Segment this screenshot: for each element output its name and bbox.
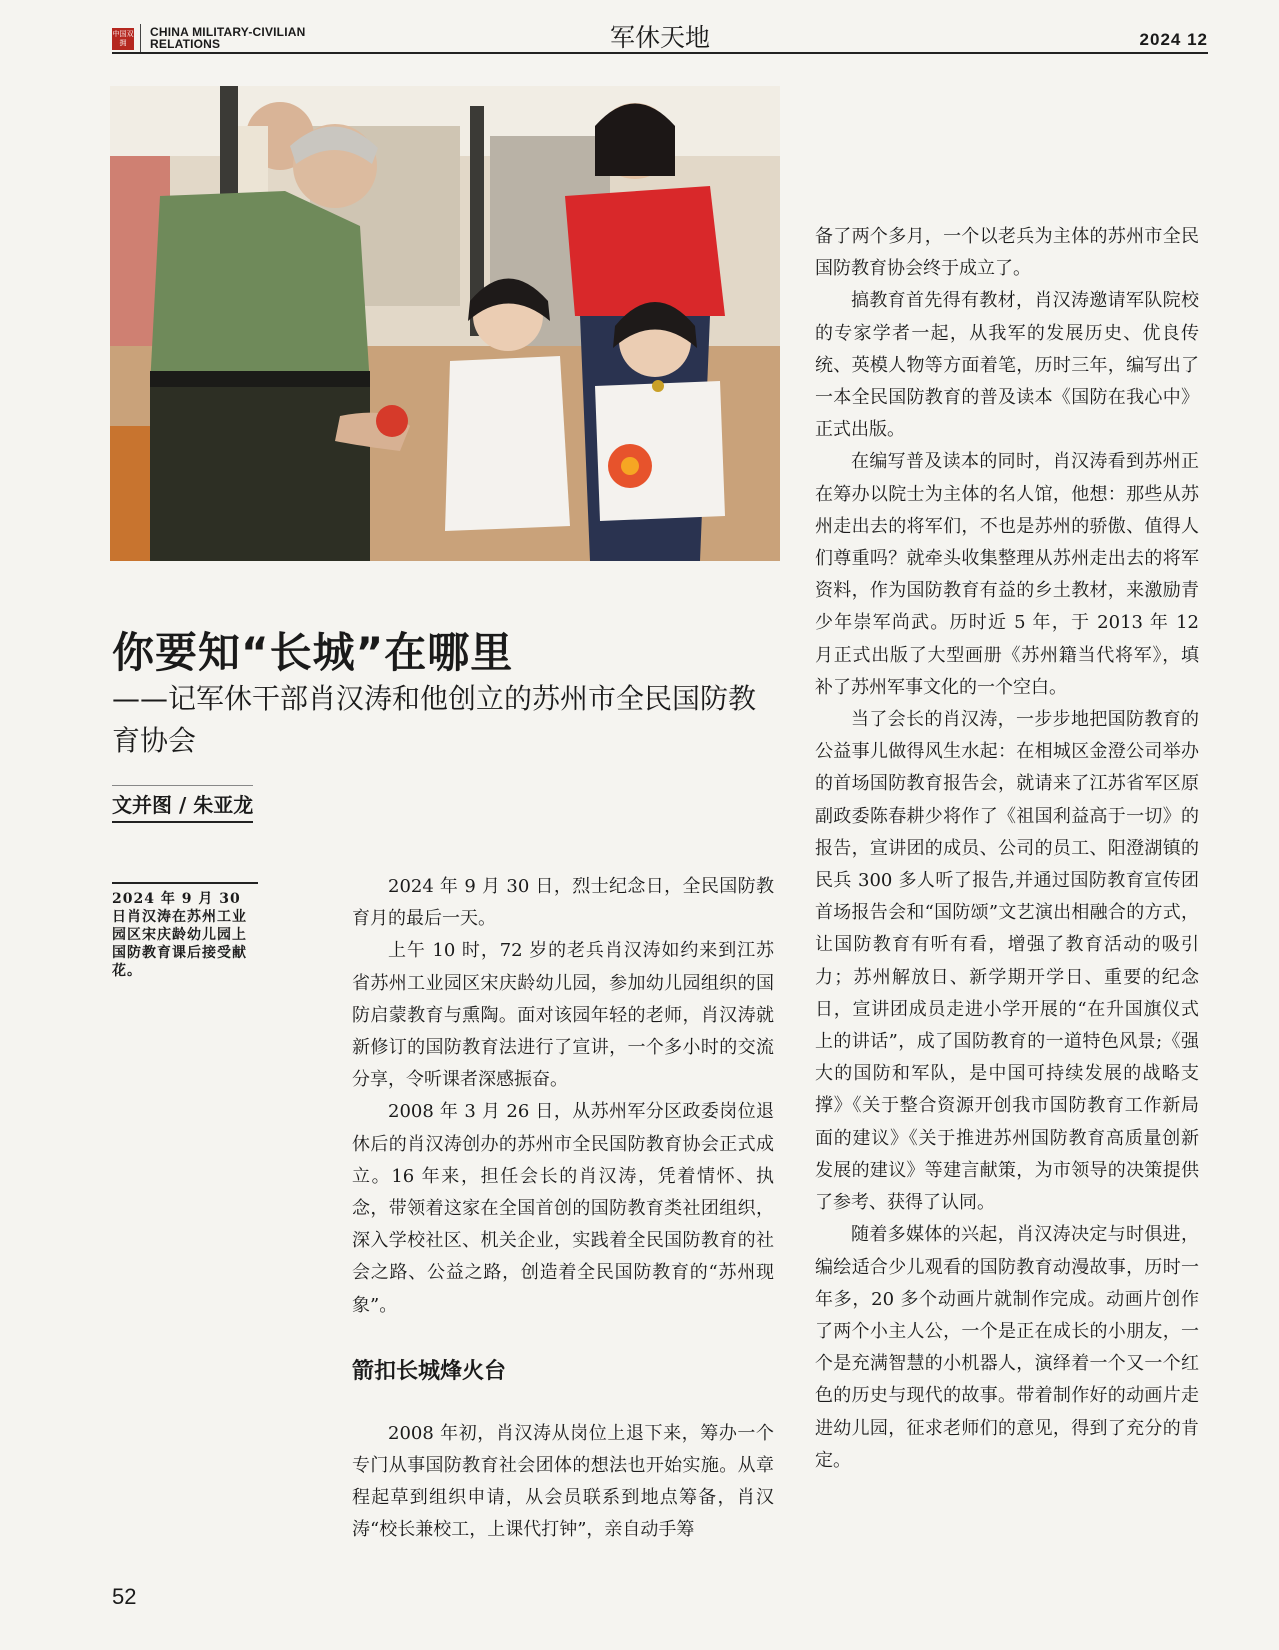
article-photo <box>110 86 780 561</box>
photo-illustration <box>110 86 780 561</box>
magazine-name-line2: RELATIONS <box>150 37 221 51</box>
paragraph: 在编写普及读本的同时，肖汉涛看到苏州正在筹办以院士为主体的名人馆，他想：那些从苏州走出去的将军们，不也是苏州的骄傲、值得人们尊重吗？就牵头收集整理从苏州走出去的将军资料，作为国防教育有益的乡土教材，来激励青少年崇军尚武。历时近 5 年，于 2013 年 12 月正式出版了大型画册《苏州籍当代将军》，填补了苏州军事文化的一个空白。 <box>815 451 1199 698</box>
paragraph: 2008 年 3 月 26 日，从苏州军分区政委岗位退休后的肖汉涛创办的苏州市全民国防教育协会正式成立。16 年来，担任会长的肖汉涛，凭着情怀、执念，带领着这家在全国首创的国防教育类社团组织，深入学校社区、机关企业，实践着全民国防教育的社会之路、公益之路，创造着全民国防教育的“苏州现象”。 <box>352 1101 774 1316</box>
paragraph: 随着多媒体的兴起，肖汉涛决定与时俱进，编绘适合少儿观看的国防教育动漫故事，历时一年多，20 多个动画片就制作完成。动画片创作了两个小主人公，一个是正在成长的小朋友，一个是充满智慧的小机器人，演绎着一个又一个红色的历史与现代的故事。带着制作好的动画片走进幼儿园，征求老师们的意见，得到了充分的肯定。 <box>815 1224 1199 1471</box>
issue-number: 2024 12 <box>1139 30 1208 49</box>
paragraph-continued: 备了两个多月，一个以老兵为主体的苏州市全民国防教育协会终于成立了。 <box>815 226 1199 280</box>
magazine-logo: 中国双拥 <box>112 28 134 50</box>
article-column-middle <box>352 871 774 1547</box>
article-title: 你要知“长城”在哪里 <box>112 628 514 677</box>
section-subheading: 箭扣长城烽火台 <box>352 1358 507 1384</box>
paragraph: 搞教育首先得有教材，肖汉涛邀请军队院校的专家学者一起，从我军的发展历史、优良传统、英模人物等方面着笔，历时三年，编写出了一本全民国防教育的普及读本《国防在我心中》正式出版。 <box>815 290 1199 441</box>
byline: 文并图 / 朱亚龙 <box>112 785 253 823</box>
photo-caption: 2024 年 9 月 30 日肖汉涛在苏州工业园区宋庆龄幼儿园上国防教育课后接受献花。 <box>112 882 258 980</box>
page-header <box>112 20 1208 54</box>
article-subtitle: ——记军休干部肖汉涛和他创立的苏州市全民国防教育协会 <box>112 682 757 757</box>
paragraph: 当了会长的肖汉涛，一步步地把国防教育的公益事儿做得风生水起：在相城区金澄公司举办的首场国防教育报告会，就请来了江苏省军区原副政委陈春耕少将作了《祖国利益高于一切》的报告，宣讲团的成员、公司的员工、阳澄湖镇的民兵 300 多人听了报告,并通过国防教育宣传团首场报告会和“国防颂”文艺演出相融合的方式，让国防教育有听有看，增强了教育活动的吸引力；苏州解放日、新学期开学日、重要的纪念日，宣讲团成员走进小学开展的“在升国旗仪式上的讲话”，成了国防教育的一道特色风景;《强大的国防和军队，是中国可持续发展的战略支撑》《关于整合资源开创我市国防教育工作新局面的建议》《关于推进苏州国防教育高质量创新发展的建议》等建言献策，为市领导的决策提供了参考、获得了认同。 <box>815 709 1199 1214</box>
paragraph: 2024 年 9 月 30 日，烈士纪念日，全民国防教育月的最后一天。 <box>352 876 774 930</box>
section-title: 军休天地 <box>609 23 710 52</box>
paragraph: 2008 年初，肖汉涛从岗位上退下来，筹办一个专门从事国防教育社会团体的想法也开始实施。从章程起草到组织申请，从会员联系到地点筹备，肖汉涛“校长兼校工，上课代打钟”，亲自动手筹 <box>352 1422 774 1541</box>
article-column-right <box>815 221 1199 1477</box>
magazine-name-line1: CHINA MILITARY-CIVILIAN <box>150 25 306 39</box>
page-number: 52 <box>112 1584 137 1609</box>
paragraph: 上午 10 时，72 岁的老兵肖汉涛如约来到江苏省苏州工业园区宋庆龄幼儿园，参加幼儿园组织的国防启蒙教育与熏陶。面对该园年轻的老师，肖汉涛就新修订的国防教育法进行了宣讲，一个多小时的交流分享，令听课者深感振奋。 <box>352 940 774 1091</box>
